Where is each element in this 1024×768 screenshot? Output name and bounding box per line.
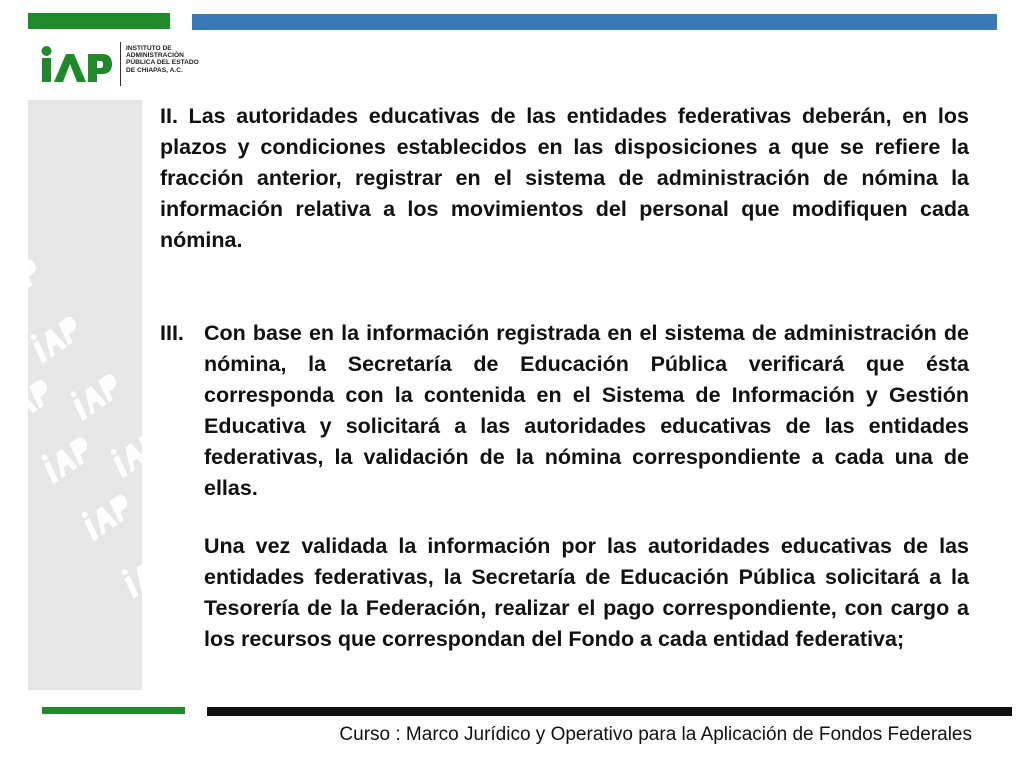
- bottom-green-bar: [42, 707, 185, 714]
- section-number: III.: [160, 321, 184, 345]
- iap-logo-icon: [40, 44, 116, 88]
- paragraph-section-iii-text: Con base en la información registrada en el sistema de administración de nómina, la Secretaría de Educación Pública verificará que ésta corresponda con la contenida en el Sistema de Información y Gestión Educativa y solicitará a las autoridades educativas de las entidades federativas, la validación de la nómina correspondiente a cada una de ellas.: [204, 321, 969, 500]
- top-blue-bar: [192, 14, 997, 30]
- paragraph-section-ii: II. Las autoridades educativas de las entidades federativas deberán, en los plazos y condiciones establecidos en las disposiciones a que se refiere la fracción anterior, registrar en el sistema de administración de nómina la información relativa a los movimientos del personal que modifiquen cada nómina.: [160, 104, 969, 252]
- institute-line: ADMINISTRACIÓN: [126, 52, 184, 60]
- paragraph-section-iii: [160, 318, 969, 504]
- institute-name: [126, 45, 199, 74]
- institute-line: DE CHIAPAS, A.C.: [126, 66, 183, 74]
- bottom-black-bar: [207, 707, 1012, 716]
- institute-line: PÚBLICA DEL ESTADO: [126, 59, 199, 67]
- slide-body: [160, 101, 969, 655]
- course-footer: [339, 724, 972, 746]
- institute-line: INSTITUTO DE: [126, 45, 172, 52]
- watermark-logo-pattern: [28, 100, 142, 690]
- paragraph-validation: Una vez validada la información por las autoridades educativas de las entidades federativas, la Secretaría de Educación Pública solicitará a la Tesorería de la Federación, realizar el pago correspondiente, con cargo a los recursos que correspondan del Fondo a cada entidad federativa;: [204, 534, 969, 651]
- footer-course-title: : Marco Jurídico y Operativo para la Aplicación de Fondos Federales: [395, 724, 972, 745]
- top-green-bar: [28, 13, 170, 29]
- institute-logo: [40, 42, 199, 92]
- watermark-pattern: [28, 100, 142, 690]
- logo-divider: [120, 42, 121, 86]
- footer-label: Curso: [339, 724, 391, 745]
